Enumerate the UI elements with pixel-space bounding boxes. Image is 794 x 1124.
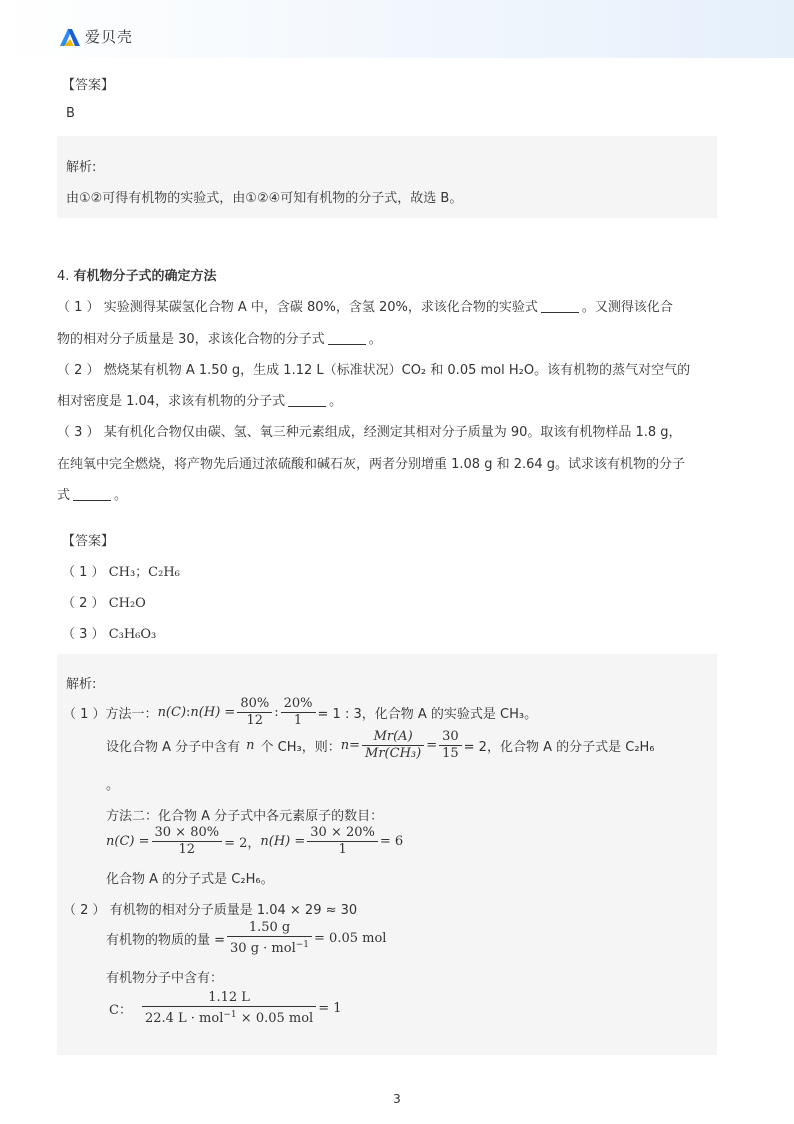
q-part3-line3 (57, 484, 127, 503)
analysis-2-prefix: 有机物的物质的量 = (106, 933, 226, 948)
answer-3-value: C₃H₆O₃ (108, 627, 157, 642)
analysis-2-line2 (106, 920, 386, 957)
analysis-2-carbon (109, 990, 342, 1027)
q-part1-text-b: 。又测得该化合 (581, 300, 673, 315)
analysis-2-result: = 0.05 mol (314, 931, 387, 946)
q-part2-label: （ 2 ） (57, 363, 100, 378)
logo-icon (58, 27, 82, 47)
analysis-2-line1 (63, 899, 357, 918)
q-part3-label: （ 3 ） (57, 425, 100, 440)
fraction: $\frac{30 \times 80\%}{12}$ (152, 825, 223, 858)
logo-text: 爱贝壳 (85, 28, 134, 46)
prev-analysis-text: 由①②可得有机物的实验式，由①②④可知有机物的分子式，故选 B。 (66, 191, 463, 206)
answer-2 (62, 592, 146, 611)
method2-title: 方法二：化合物 A 分子式中各元素原子的数目： (106, 809, 384, 824)
analysis-1-label: （ 1 ） (63, 707, 106, 722)
math-nh: n(H) = (190, 705, 236, 720)
answer-heading: 【答案】 (62, 534, 115, 549)
q-part3-text-a: 某有机化合物仅由碳、氢、氧三种元素组成，经测定其相对分子质量为 90。取该有机物样品 1.8 g， (103, 425, 682, 440)
answer-blank (288, 394, 326, 407)
method1-result: = 1 : 3，化合物 A 的实验式是 CH₃。 (317, 707, 538, 722)
fraction: $\frac{30 \times 20\%}{1}$ (307, 825, 378, 858)
answer-2-label: （ 2 ） (62, 596, 105, 611)
q-part2-line1 (57, 359, 690, 378)
answer-blank (328, 332, 366, 345)
method1b-prefix: 设化合物 A 分子中含有 (106, 740, 241, 755)
analysis-1-method1 (63, 696, 537, 729)
math-eq: = (349, 738, 361, 753)
carbon-result: = 1 (318, 1001, 342, 1016)
question-number: 4. (57, 269, 70, 284)
fraction: $\frac{80\%}{12}$ (237, 696, 272, 729)
method2-equations (106, 825, 403, 858)
question-title: 有机物分子式的确定方法 (73, 269, 217, 284)
answer-2-value: CH₂O (108, 596, 146, 611)
carbon-label: C： (109, 1003, 132, 1018)
math-eq: = (426, 738, 438, 753)
q-part3-line1 (57, 421, 682, 440)
math-nh: n(H) = (260, 834, 306, 849)
math-result: = 6 (379, 834, 404, 849)
q-part1-line2 (57, 328, 382, 347)
q-part2-line2 (57, 390, 342, 409)
answer-blank (73, 488, 111, 501)
answer-1 (62, 561, 180, 580)
math-colon: : (274, 705, 279, 720)
q-part1-line1 (57, 296, 673, 315)
fraction: $\frac{1.50 g}{30 g \cdot mol^{-1}}$ (227, 920, 312, 957)
prev-analysis-box (57, 136, 717, 218)
q-part2-text-c: 。 (329, 394, 343, 409)
prev-answer-heading: 【答案】 (62, 78, 115, 93)
fraction: $\frac{20\%}{1}$ (281, 696, 316, 729)
fraction: $\frac{1.12 L}{22.4 L \cdot mol^{-1} \times 0.05 mol}$ (142, 990, 316, 1027)
analysis-box (57, 654, 717, 1055)
analysis-label: 解析: (66, 677, 97, 692)
prev-analysis-label: 解析: (66, 160, 97, 175)
fraction: $\frac{Mr(A)}{\text{Mr(CH₃)}}$ (362, 729, 424, 762)
analysis-2-text: 有机物的相对分子质量是 1.04 × 29 ≈ 30 (109, 903, 358, 918)
answer-3 (62, 623, 156, 642)
q-part3-text-d: 。 (114, 488, 128, 503)
method1b-end: 。 (106, 778, 120, 793)
q-part3-text-c: 式 (57, 488, 71, 503)
brand-logo (58, 26, 133, 47)
math-n: n (340, 738, 350, 753)
fraction: $\frac{30}{15}$ (439, 729, 462, 762)
method2-conclusion: 化合物 A 的分子式是 C₂H₆。 (106, 872, 274, 887)
page-number: 3 (393, 1092, 401, 1106)
q-part2-text-b: 相对密度是 1.04，求该有机物的分子式 (57, 394, 286, 409)
answer-3-label: （ 3 ） (62, 627, 105, 642)
answer-blank (541, 300, 579, 313)
math-n: n (246, 738, 255, 753)
method1b-mid: 个 CH₃，则： (260, 740, 341, 755)
q-part1-text-c: 物的相对分子质量是 30，求该化合物的分子式 (57, 332, 325, 347)
analysis-1-method1b (106, 729, 655, 762)
method1-prefix: 方法一： (105, 707, 158, 722)
q-part1-text-d: 。 (368, 332, 382, 347)
prev-answer: B (66, 106, 75, 121)
question-heading (57, 265, 217, 284)
q-part2-text-a: 燃烧某有机物 A 1.50 g，生成 1.12 L（标准状况）CO₂ 和 0.05 mol H₂O。该有机物的蒸气对空气的 (103, 363, 691, 378)
q-part1-label: （ 1 ） (57, 300, 100, 315)
math-colon: : (186, 705, 191, 720)
q-part1-text-a: 实验测得某碳氢化合物 A 中，含碳 80%，含氢 20%，求该化合物的实验式 (103, 300, 538, 315)
math-nc: n(C) = (106, 834, 150, 849)
answer-1-label: （ 1 ） (62, 565, 105, 580)
math-nc: n(C) (157, 705, 187, 720)
method1b-result: = 2，化合物 A 的分子式是 C₂H₆ (463, 740, 655, 755)
analysis-2-label: （ 2 ） (63, 903, 106, 918)
analysis-2-line3: 有机物分子中含有： (106, 971, 224, 986)
answer-1-value: CH₃；C₂H₆ (108, 565, 180, 580)
q-part3-line2: 在纯氧中完全燃烧，将产物先后通过浓硫酸和碱石灰，两者分别增重 1.08 g 和 2.64 g。试求该有机物的分子 (57, 457, 686, 472)
math-result: = 2， (224, 836, 261, 851)
